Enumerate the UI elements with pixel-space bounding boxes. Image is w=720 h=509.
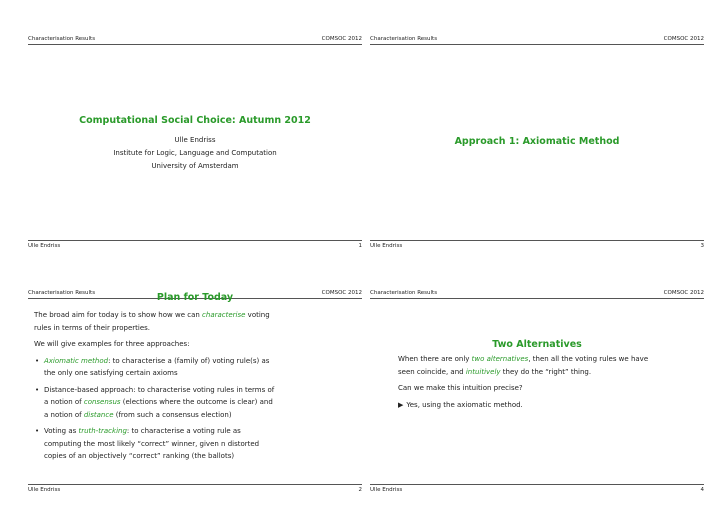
text-run: they do the “right” thing. <box>500 367 592 376</box>
slide-footer <box>370 484 704 493</box>
title-block <box>370 339 704 350</box>
text-run: (from such a consensus election) <box>113 410 232 419</box>
bullet-list <box>34 355 279 463</box>
text-run: The broad aim for today is to show how we can <box>34 311 203 319</box>
text-run: , then all the voting rules we have seen coincide, and <box>398 355 649 376</box>
text-run: Distance-based approach: to characterise voting rules in terms of a notion of <box>44 385 275 406</box>
header-left: Characterisation Results <box>370 36 438 42</box>
text-run: Yes, using the axiomatic method. <box>406 400 523 409</box>
text-run: (elections where the outcome is clear) and a notion of <box>44 398 273 419</box>
slide-footer <box>370 240 704 249</box>
slide-body <box>34 309 279 467</box>
triangle-bullet-icon: ▶ <box>398 400 404 409</box>
emphasis: truth-tracking <box>78 427 127 435</box>
slide-3 <box>370 0 704 249</box>
header-right: COMSOC 2012 <box>663 290 704 296</box>
emphasis: consensus <box>83 398 121 406</box>
text-run: Voting as <box>44 427 79 435</box>
page-number: 2 <box>358 487 362 493</box>
footer-left: Ulle Endriss <box>28 487 61 493</box>
header-right: COMSOC 2012 <box>321 36 362 42</box>
text-run: When there are only <box>398 355 472 363</box>
slide-1 <box>28 0 362 249</box>
header-right: COMSOC 2012 <box>663 36 704 42</box>
footer-left: Ulle Endriss <box>370 487 403 493</box>
text-run: : to characterise a (family of) voting rule(s) as the only one satisfying certain axioms <box>44 356 270 377</box>
paragraph: Can we make this intuition precise? <box>398 384 523 392</box>
emphasis: intuitively <box>465 367 501 376</box>
slide-footer <box>28 484 362 493</box>
slide-header <box>28 36 362 45</box>
affiliation: Institute for Logic, Language and Computation <box>113 149 277 157</box>
header-left: Characterisation Results <box>28 290 96 296</box>
footer-left: Ulle Endriss <box>370 243 403 249</box>
university: University of Amsterdam <box>151 162 239 170</box>
list-item <box>34 355 279 380</box>
header-right: COMSOC 2012 <box>321 290 362 296</box>
title-block <box>28 115 362 173</box>
author: Ulle Endriss <box>174 136 216 144</box>
slide-header <box>370 290 704 299</box>
page-number: 3 <box>700 243 704 249</box>
header-left: Characterisation Results <box>28 36 96 42</box>
footer-left: Ulle Endriss <box>28 243 61 249</box>
text-run: voting rules in terms of their properties. <box>34 311 270 332</box>
slide-title: Approach 1: Axiomatic Method <box>454 136 620 147</box>
page-number: 4 <box>700 487 704 493</box>
slide-title: Plan for Today <box>156 292 234 303</box>
emphasis: characterise <box>202 311 246 319</box>
title-block <box>28 292 362 303</box>
paragraph <box>398 353 658 378</box>
paragraph <box>398 399 658 412</box>
slide-header <box>370 36 704 45</box>
slide-body <box>398 353 658 415</box>
slide-title: Two Alternatives <box>492 339 582 350</box>
slide-footer <box>28 240 362 249</box>
emphasis: distance <box>83 410 114 419</box>
intro-paragraph <box>34 309 279 334</box>
list-item <box>34 425 279 463</box>
emphasis: Axiomatic method <box>44 356 109 365</box>
slide-4 <box>370 254 704 494</box>
list-item <box>34 384 279 422</box>
header-left: Characterisation Results <box>370 290 438 296</box>
page-number: 1 <box>358 243 362 249</box>
text-run: : to characterise a voting rule as computing the most likely “correct” winner, given n distorted copies of an objectively “correct” ranking (the ballots) <box>44 427 260 460</box>
slide-title: Computational Social Choice: Autumn 2012 <box>79 115 311 126</box>
examples-paragraph: We will give examples for three approaches: <box>34 340 190 348</box>
slide-2 <box>28 254 362 494</box>
title-block <box>370 136 704 147</box>
emphasis: two alternatives <box>471 355 529 363</box>
